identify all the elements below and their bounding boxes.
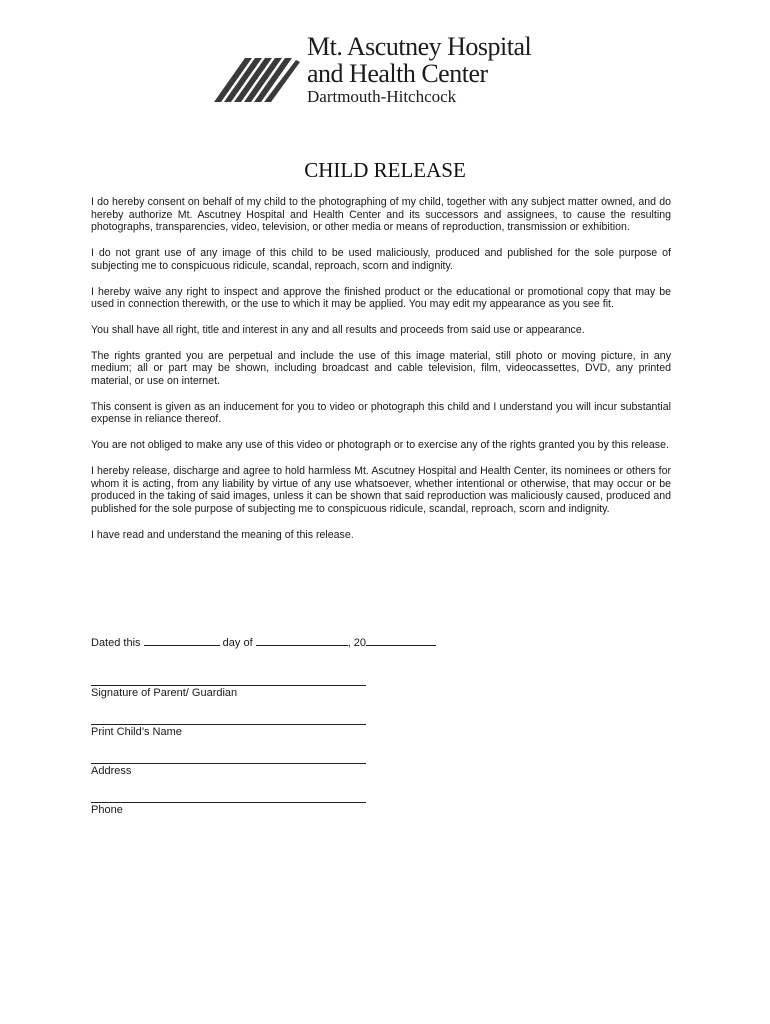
paragraph: This consent is given as an inducement for you to video or photograph this child and I understand you will incur substantial expense in reliance thereof. [91,400,671,426]
release-body [91,196,671,554]
stripes-logo-icon [214,54,306,104]
document-title: CHILD RELEASE [304,158,466,182]
paragraph: You are not obliged to make any use of this video or photograph or to exercise any of the rights granted you by this release. [91,439,669,452]
month-blank[interactable] [256,635,348,646]
year-prefix: , 20 [347,637,367,649]
paragraph: You shall have all right, title and interest in any and all results and proceeds from said use or appearance. [91,323,585,336]
logo-name-line2: and Health Center [307,59,488,88]
paragraph: The rights granted you are perpetual and include the use of this image material, still photo or moving picture, in any medium; all or part may be shown, including broadcast and cable television, film, videocassettes, DVD, any printed material, or use on internet. [91,349,671,388]
parent-signature-line[interactable] [91,685,366,686]
phone-label: Phone [91,804,123,816]
year-blank[interactable] [366,635,436,646]
child-name-label: Print Child’s Name [91,726,182,738]
parent-signature-label: Signature of Parent/ Guardian [91,687,238,699]
paragraph: I do hereby consent on behalf of my child to the photographing of my child, together with any subject matter owned, and do hereby authorize Mt. Ascutney Hospital and Health Center and its successors and assignees, to cause the resulting photographs, transparencies, video, television, or other media or means of reproduction, transmission or exhibition. [91,196,671,234]
hospital-logo [214,32,554,108]
paragraph: I have read and understand the meaning of this release. [91,528,354,541]
logo-affiliation: Dartmouth-Hitchcock [307,87,457,106]
logo-name-line1: Mt. Ascutney Hospital [307,32,532,61]
dated-middle: day of [222,637,253,649]
dated-line [91,635,436,649]
dated-prefix: Dated this [91,637,141,649]
address-line[interactable] [91,763,366,764]
paragraph: I do not grant use of any image of this child to be used maliciously, produced and published for the sole purpose of subjecting me to conspicuous ridicule, scandal, reproach, scorn and indignity. [91,247,671,272]
phone-line[interactable] [91,802,366,803]
address-label: Address [91,765,132,777]
child-name-line[interactable] [91,724,366,725]
paragraph: I hereby release, discharge and agree to hold harmless Mt. Ascutney Hospital and Health Center, its nominees or others for whom it is acting, from any liability by virtue of any use whatsoever, whether intentional or otherwise, that may occur or be produced in the taking of said images, unless it can be shown that said reproduction was maliciously caused, produced and published for the sole purpose of subjecting me to conspicuous ridicule, scandal, reproach, scorn and indignity. [91,464,671,515]
paragraph: I hereby waive any right to inspect and approve the finished product or the educational or promotional copy that may be used in connection therewith, or the use to which it may be applied. You may edit my appearance as you see fit. [91,285,671,311]
day-blank[interactable] [144,635,220,646]
